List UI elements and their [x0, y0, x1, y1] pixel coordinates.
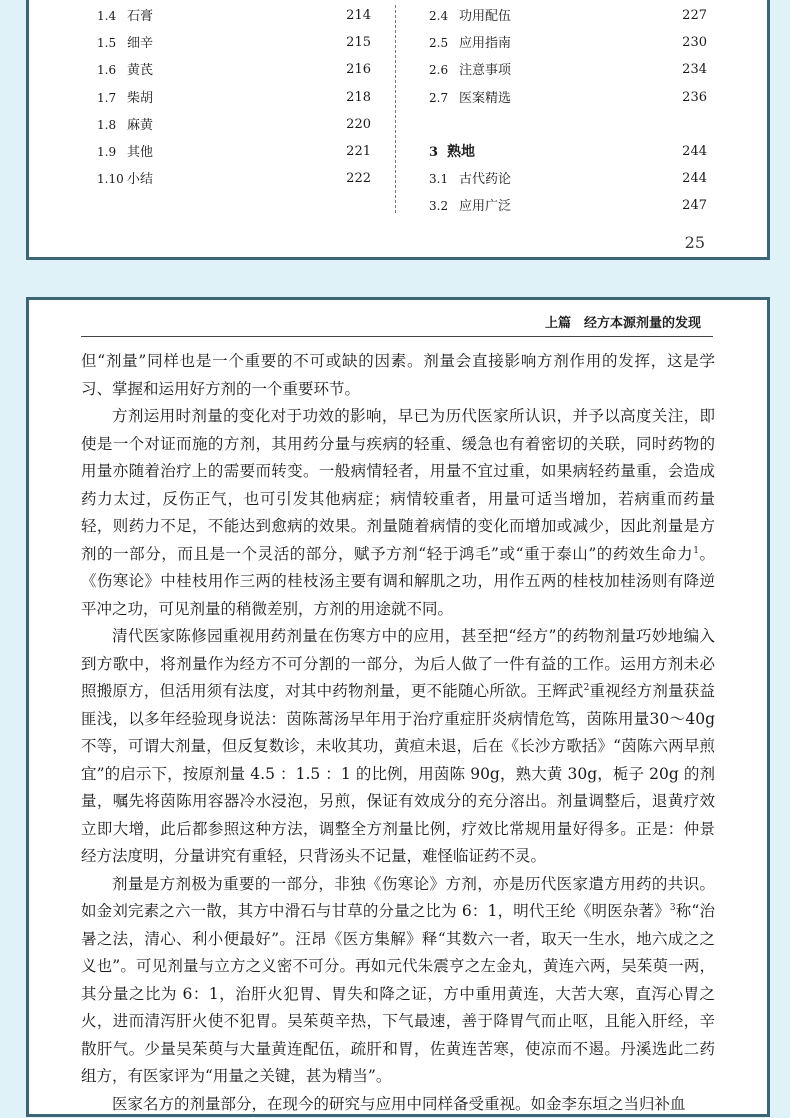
running-head: 上篇 经方本源剂量的发现 — [545, 312, 701, 331]
toc-entry-title: 古代药论 — [459, 172, 511, 187]
toc-entry[interactable] — [429, 195, 707, 217]
toc-entry-title: 熟地 — [447, 144, 475, 160]
toc-entry-page: 247 — [682, 195, 707, 217]
toc-entry-page: 220 — [346, 114, 371, 136]
toc-entry-page: 218 — [346, 87, 371, 109]
toc-entry[interactable] — [97, 5, 371, 27]
toc-entry-page: 222 — [346, 168, 371, 190]
toc-entry[interactable] — [97, 114, 371, 136]
toc-entry-title: 细辛 — [127, 36, 153, 51]
toc-entry-title: 小结 — [127, 172, 153, 187]
toc-entry-title: 其他 — [127, 145, 153, 160]
toc-entry-number: 3.2 — [429, 195, 459, 217]
toc-entry-number: 1.9 — [97, 141, 127, 163]
paragraph: 医家名方的剂量部分，在现今的研究与应用中同样备受重视。如金李东垣之当归补血 — [81, 1091, 715, 1118]
toc-entry[interactable] — [429, 87, 707, 109]
toc-entry-title: 黄芪 — [127, 63, 153, 78]
toc-entry[interactable] — [429, 32, 707, 54]
toc-entry-title: 医案精选 — [459, 91, 511, 106]
footnote-ref[interactable]: 1 — [693, 545, 699, 555]
toc-entry-page: 230 — [682, 32, 707, 54]
toc-entry[interactable] — [97, 168, 371, 190]
toc-entry-number: 3 — [429, 142, 447, 164]
toc-entry-number: 1.8 — [97, 114, 127, 136]
toc-entry-number: 1.7 — [97, 87, 127, 109]
toc-entry-page: 227 — [682, 5, 707, 27]
body-text — [81, 348, 715, 1118]
page-number: 25 — [685, 233, 705, 252]
toc-entry-page: 234 — [682, 59, 707, 81]
toc-entry[interactable] — [429, 59, 707, 81]
toc-entry-title: 石膏 — [127, 9, 153, 24]
toc-entry-title: 注意事项 — [459, 63, 511, 78]
toc-entry-page: 214 — [346, 5, 371, 27]
header-rule — [81, 336, 713, 337]
paragraph: 但“剂量”同样也是一个重要的不可或缺的因素。剂量会直接影响方剂作用的发挥，这是学习、掌握和运用好方剂的一个重要环节。 — [81, 348, 715, 403]
footnote-ref[interactable]: 3 — [670, 903, 676, 913]
toc-entry-page: 236 — [682, 87, 707, 109]
toc-divider — [395, 5, 396, 213]
paragraph: 方剂运用时剂量的变化对于功效的影响，早已为历代医家所认识，并予以高度关注，即使是一个对证而施的方剂，其用药分量与疾病的轻重、缓急也有着密切的关联，同时药物的用量亦随着治疗上的需要而转变。一般病情轻者，用量不宜过重，如果病轻药量重，会造成药力太过，反伤正气，也可引发其他病症；病情较重者，用量可适当增加，若病重而药量轻，则药力不足，不能达到愈病的效果。剂量随着病情的变化而增加或减少，因此剂量是方剂的一部分，而且是一个灵活的部分，赋予方剂“轻于鸿毛”或“重于泰山”的药效生命力$^1$。《伤寒论》中桂枝用作三两的桂枝汤主要有调和解肌之功，用作五两的桂枝加桂汤则有降逆平冲之功，可见剂量的稍微差别，方剂的用途就不同。 — [81, 403, 715, 623]
toc-entry[interactable] — [97, 59, 371, 81]
toc-entry-number: 1.6 — [97, 59, 127, 81]
toc-entry-number: 1.4 — [97, 5, 127, 27]
toc-entry-page: 216 — [346, 59, 371, 81]
toc-entry-title: 功用配伍 — [459, 9, 511, 24]
toc-entry[interactable] — [429, 5, 707, 27]
text-page — [26, 297, 770, 1117]
toc-entry-title: 应用广泛 — [459, 199, 511, 214]
toc-page — [26, 0, 770, 260]
toc-entry-number: 2.7 — [429, 87, 459, 109]
toc-entry-page: 215 — [346, 32, 371, 54]
toc-entry-title: 麻黄 — [127, 118, 153, 133]
footnote-ref[interactable]: 2 — [584, 683, 590, 693]
toc-entry-number: 2.6 — [429, 59, 459, 81]
paragraph: 剂量是方剂极为重要的一部分，非独《伤寒论》方剂，亦是历代医家遣方用药的共识。如金刘完素之六一散，其方中滑石与甘草的分量之比为 6：1，明代王纶《明医杂著》$^3$称“治暑之法，清心、利小便最好”。汪昂《医方集解》释“其数六一者，取天一生水，地六成之之义也”。可见剂量与立方之义密不可分。再如元代朱震亨之左金丸，黄连六两，吴茱萸一两，其分量之比为 6：1，治肝火犯胃、胃失和降之证，方中重用黄连，大苦大寒，直泻心胃之火，进而清泻肝火使不犯胃。吴茱萸辛热，下气最速，善于降胃气而止呕，且能入肝经，辛散肝气。少量吴茱萸与大量黄连配伍，疏肝和胃，佐黄连苦寒，使凉而不遏。丹溪选此二药组方，有医家评为“用量之关键，甚为精当”。 — [81, 871, 715, 1091]
toc-entry-number: 3.1 — [429, 168, 459, 190]
toc-entry-number: 2.4 — [429, 5, 459, 27]
toc-entry-number: 2.5 — [429, 32, 459, 54]
toc-chapter-entry[interactable] — [429, 141, 707, 163]
toc-entry[interactable] — [429, 168, 707, 190]
toc-entry-title: 柴胡 — [127, 91, 153, 106]
toc-entry[interactable] — [97, 87, 371, 109]
toc-entry-page: 221 — [346, 141, 371, 163]
toc-entry[interactable] — [97, 32, 371, 54]
toc-entry-page: 244 — [682, 141, 707, 163]
toc-entry-page: 244 — [682, 168, 707, 190]
toc-entry-number: 1.5 — [97, 32, 127, 54]
toc-entry[interactable] — [97, 141, 371, 163]
paragraph: 清代医家陈修园重视用药剂量在伤寒方中的应用，甚至把“经方”的药物剂量巧妙地编入到方歌中，将剂量作为经方不可分割的一部分，为后人做了一件有益的工作。运用方剂未必照搬原方，但活用须有法度，对其中药物剂量，更不能随心所欲。王辉武$^2$重视经方剂量获益匪浅，以多年经验现身说法：茵陈蒿汤早年用于治疗重症肝炎病情危笃，茵陈用量30～40g不等，可谓大剂量，但反复数诊，未收其功，黄疸未退，后在《长沙方歌括》“茵陈六两早煎宜”的启示下，按原剂量 4.5 ：1.5 ：1 的比例，用茵陈 90g，熟大黄 30g，栀子 20g 的剂量，嘱先将茵陈用容器冷水浸泡，另煎，保证有效成分的充分溶出。剂量调整后，退黄疗效立即大增，此后都参照这种方法，调整全方剂量比例，疗效比常规用量好得多。正是：仲景经方法度明，分量讲究有重轻，只背汤头不记量，难怪临证药不灵。 — [81, 623, 715, 871]
toc-entry-number: 1.10 — [97, 168, 127, 190]
toc-entry-title: 应用指南 — [459, 36, 511, 51]
